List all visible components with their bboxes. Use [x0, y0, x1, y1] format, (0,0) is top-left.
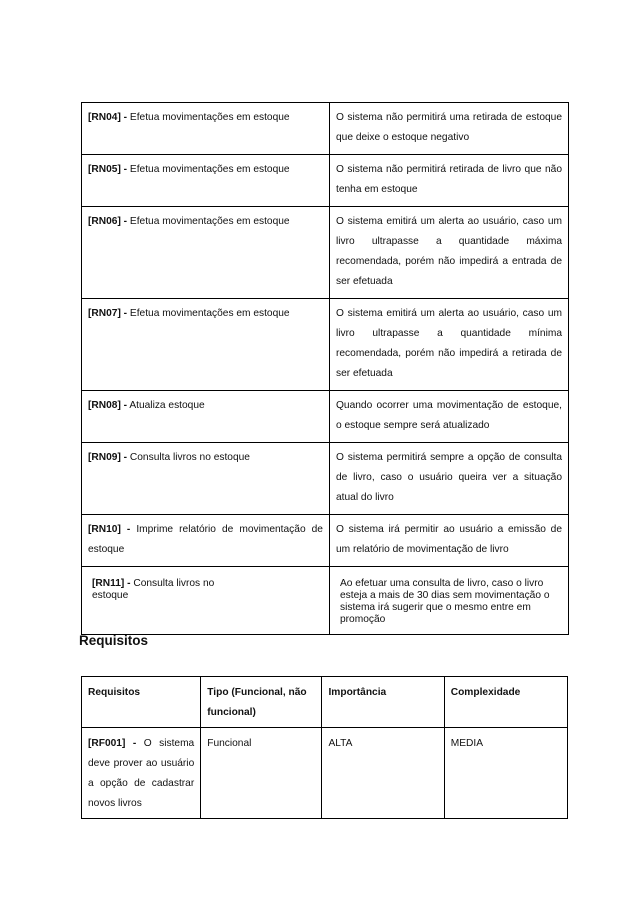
column-header: Tipo (Funcional, não funcional) [201, 677, 322, 728]
rule-code: [RN11] - [92, 578, 131, 589]
table-row [82, 299, 569, 391]
rule-title: Efetua movimentações em estoque [129, 308, 290, 319]
table-row [82, 443, 569, 515]
table-header-row [82, 677, 568, 728]
table-row [82, 728, 568, 819]
rule-code: [RN09] - [88, 452, 128, 463]
rule-description: Quando ocorrer uma movimentação de estoque, o estoque sempre será atualizado [330, 391, 569, 443]
rule-description: O sistema emitirá um alerta ao usuário, caso um livro ultrapasse a quantidade máxima recomendada, porém não impedirá a entrada de ser efetuada [330, 207, 569, 299]
rule-code: [RN10] - [88, 524, 131, 535]
rule-title: Atualiza estoque [129, 400, 205, 411]
rule-description: O sistema não permitirá retirada de livro que não tenha em estoque [330, 155, 569, 207]
rule-description-text: Ao efetuar uma consulta de livro, caso o livro esteja a mais de 30 dias sem movimentação o sistema irá sugerir que o mesmo entre em promoção [340, 578, 550, 625]
requirement-complexity: MEDIA [444, 728, 567, 819]
rule-description: O sistema irá permitir ao usuário a emissão de um relatório de movimentação de livro [330, 515, 569, 567]
table-row [82, 155, 569, 207]
table-row [82, 515, 569, 567]
table-row [82, 567, 569, 635]
column-header: Requisitos [82, 677, 201, 728]
rule-name-cell [82, 391, 330, 443]
rule-code: [RN06] - [88, 216, 128, 227]
section-title: Requisitos [79, 633, 149, 648]
requirements-table [81, 676, 568, 819]
business-rules-table [81, 102, 569, 635]
rule-description: O sistema emitirá um alerta ao usuário, caso um livro ultrapasse a quantidade mínima recomendada, porém não impedirá a retirada de ser efetuada [330, 299, 569, 391]
table-row [82, 207, 569, 299]
column-header: Complexidade [444, 677, 567, 728]
rule-code: [RN08] - [88, 400, 128, 411]
requirement-cell [82, 728, 201, 819]
requirement-text: O sistema deve prover ao usuário a opção de cadastrar novos livros [88, 738, 195, 809]
rule-description: O sistema permitirá sempre a opção de consulta de livro, caso o usuário queira ver a situação atual do livro [330, 443, 569, 515]
requirement-importance: ALTA [322, 728, 444, 819]
table-row [82, 391, 569, 443]
table-row [82, 103, 569, 155]
rule-title: Imprime relatório de movimentação de estoque [88, 524, 323, 555]
rule-name-cell [82, 155, 330, 207]
requirement-code: [RF001] - [88, 738, 137, 749]
rule-code: [RN07] - [88, 308, 128, 319]
rule-name-cell [82, 515, 330, 567]
rule-name-cell [82, 103, 330, 155]
column-header: Importância [322, 677, 444, 728]
rule-title: Consulta livros no estoque [129, 452, 250, 463]
rule-code: [RN04] - [88, 112, 128, 123]
rule-name-cell [82, 299, 330, 391]
rule-title: Efetua movimentações em estoque [129, 216, 290, 227]
rule-name-cell [82, 443, 330, 515]
rule-title: Consulta livros no estoque [92, 578, 215, 601]
rule-name-cell [82, 567, 330, 635]
rule-name-cell [82, 207, 330, 299]
rule-title: Efetua movimentações em estoque [129, 164, 290, 175]
rule-description [330, 567, 569, 635]
rule-title: Efetua movimentações em estoque [129, 112, 290, 123]
rule-description: O sistema não permitirá uma retirada de estoque que deixe o estoque negativo [330, 103, 569, 155]
rule-code: [RN05] - [88, 164, 128, 175]
requirement-type: Funcional [201, 728, 322, 819]
